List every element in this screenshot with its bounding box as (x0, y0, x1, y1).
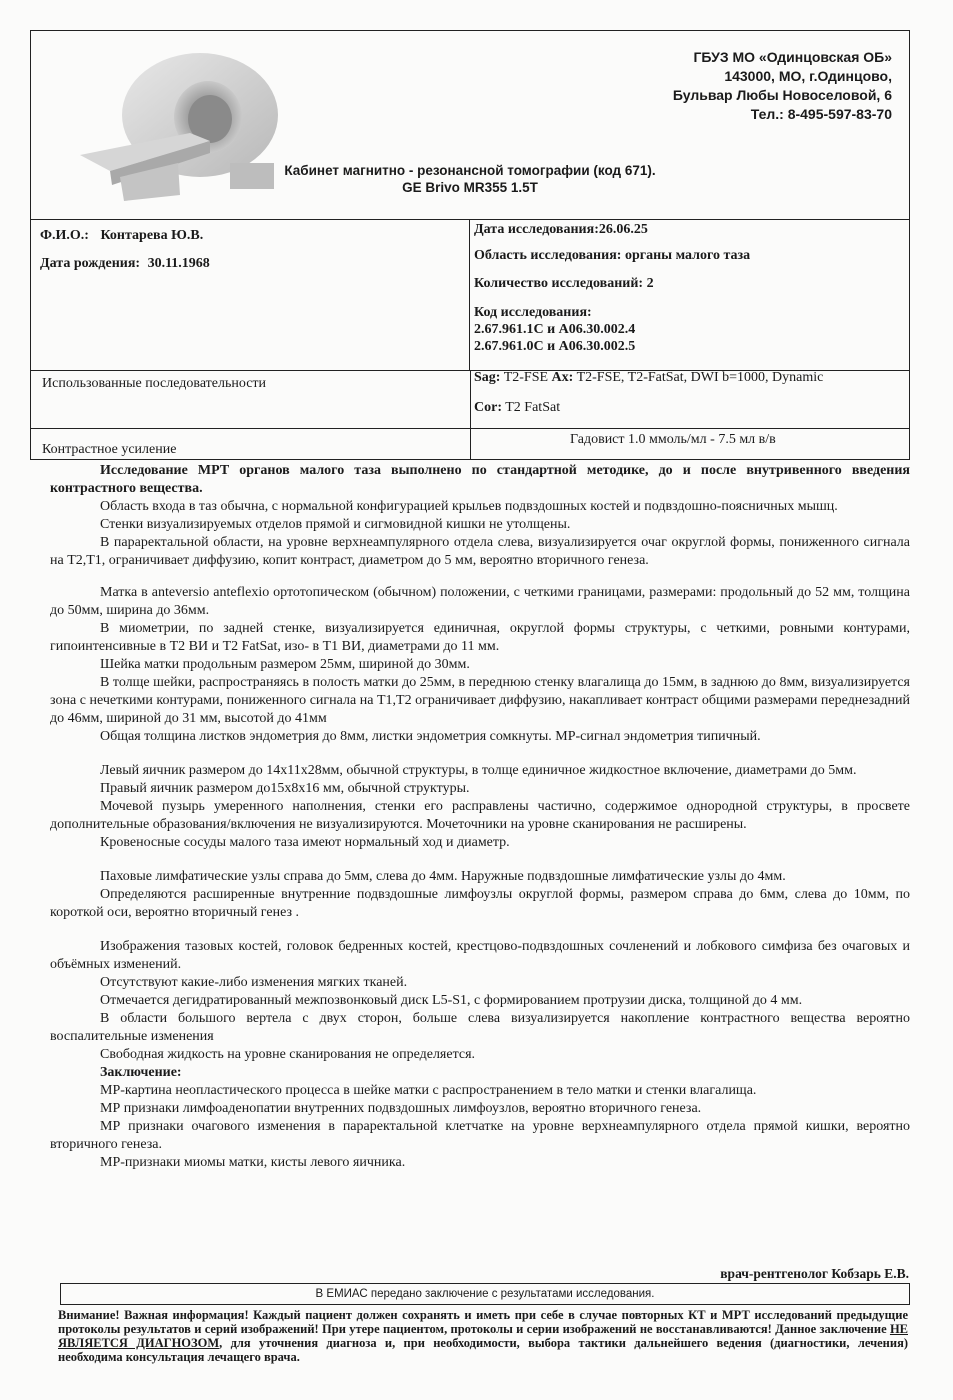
study-code-label: Код исследования: (474, 305, 592, 320)
study-area-value: органы малого таза (624, 248, 751, 263)
org-street: Бульвар Любы Новоселовой, 6 (672, 87, 892, 103)
findings-paragraph: Стенки визуализируемых отделов прямой и сигмовидной кишки не утолщены. (100, 517, 571, 532)
cabinet-title (30, 162, 910, 196)
study-date-value: 26.06.25 (598, 222, 648, 237)
findings-paragraph: В толще шейки, распространяясь в полость матки до 25мм, в переднюю стенку влагалища до 15мм, в заднюю до 8мм, визуализируется зона с нечеткими контурами, пониженного сигнала на T1,T2 ограничивает диффузию, накапливает контраст общими размерами переднезадний до 46мм, шириной до 31 мм, высотой до 41мм (50, 675, 910, 726)
fio-row (40, 228, 203, 244)
organization-address (673, 48, 892, 124)
study-area-label: Область исследования: (474, 248, 622, 263)
intro-paragraph: Исследование МРТ органов малого таза выполнено по стандартной методике, до и после внутривенного введения контрастного вещества. (50, 463, 910, 496)
findings-paragraph: Определяются расширенные внутренние подвздошные лимфоузлы округлой формы, размером справа до 6мм, слева до 10мм, по короткой оси, вероятно вторичный генез . (50, 887, 910, 920)
ax-value: T2-FSE, T2-FatSat, DWI b=1000, Dynamic (576, 370, 824, 385)
ax-label: Ax: (551, 370, 574, 385)
findings-paragraph: Отсутствуют какие-либо изменения мягких тканей. (100, 975, 408, 990)
dob-value: 30.11.1968 (147, 256, 210, 271)
study-date-row (474, 222, 648, 238)
dob-label: Дата рождения: (40, 256, 141, 271)
dob-row (40, 256, 210, 272)
study-date-label: Дата исследования: (474, 222, 599, 237)
conclusion-item: МР признаки лимфоаденопатии внутренних подвздошных лимфоузлов, вероятно вторичного генеза. (100, 1101, 702, 1116)
findings-paragraph: Паховые лимфатические узлы справа до 5мм, слева до 4мм. Наружные подвздошные лимфатические узлы до 4мм. (100, 869, 786, 884)
study-area-row (474, 248, 750, 264)
findings-paragraph: Правый яичник размером до15х8х16 мм, обычной структуры. (100, 781, 470, 796)
findings-paragraph: Отмечается дегидратированный межпозвонковый диск L5-S1, с формированием протрузии диска, толщиной до 4 мм. (100, 993, 803, 1008)
contrast-value: Гадовист 1.0 ммоль/мл - 7.5 мл в/в (570, 432, 776, 447)
findings-paragraph: Левый яичник размером до 14х11х28мм, обычной структуры, в толще единичное жидкостное включение, диаметрами до 5мм. (100, 763, 857, 778)
study-info (470, 220, 910, 370)
org-city: 143000, МО, г.Одинцово, (724, 68, 892, 84)
sag-value: T2-FSE (503, 370, 549, 385)
fio-value: Контарева Ю.В. (100, 228, 204, 243)
scanner-model: GE Brivo MR355 1.5T (402, 180, 538, 195)
cor-value: T2 FatSat (505, 400, 561, 415)
findings-paragraph: В параректальной области, на уровне верхнеампулярного отдела слева, визуализируется очаг округлой формы, пониженного сигнала на T2,T1, ограничивает диффузию, копит контраст, диаметром до 5 мм, вероятно вторичного генеза. (50, 535, 910, 568)
sequences-line1 (474, 370, 823, 386)
cabinet-name: Кабинет магнитно - резонансной томографии (код 671). (284, 163, 656, 178)
findings-paragraph: Шейка матки продольным размером 25мм, шириной до 30мм. (100, 657, 470, 672)
findings-paragraph: Свободная жидкость на уровне сканирования не определяется. (100, 1047, 476, 1062)
findings-paragraph: Изображения тазовых костей, головок бедренных костей, крестцово-подвздошных сочленений и лобкового симфиза без очаговых и объёмных изменений. (50, 939, 910, 972)
study-code-line2: 2.67.961.0С и А06.30.002.5 (474, 339, 636, 354)
important-warning (58, 1308, 908, 1364)
table-column-divider (470, 370, 471, 460)
conclusion-item: МР-картина неопластического процесса в шейке матки с распространением в тело матки и стенки влагалища. (100, 1083, 757, 1098)
findings-paragraph: Область входа в таз обычна, с нормальной конфигурацией крыльев подвздошных костей и подвздошно-поясничных мышц. (100, 499, 838, 514)
study-code-line1: 2.67.961.1С и А06.30.002.4 (474, 322, 636, 337)
cor-label: Cor: (474, 400, 502, 415)
study-code-block (474, 304, 635, 355)
org-name: ГБУЗ МО «Одинцовская ОБ» (693, 49, 892, 65)
warning-text: Внимание! Важная информация! Каждый пациент должен сохранять и иметь при себе в случае повторных КТ и МРТ исследований предыдущие протоколы результатов и серий изображений! При утере пациентом, протоколы и серии изображений не восстанавливаются! Данное заключение (58, 1308, 908, 1336)
org-phone: Тел.: 8-495-597-83-70 (750, 106, 892, 122)
findings-paragraph: В области большого вертела с двух сторон, больше слева визуализируется накопление контрастного вещества вероятно воспалительные изменения (50, 1011, 910, 1044)
doctor-signature: врач-рентгенолог Кобзарь Е.В. (720, 1266, 909, 1281)
conclusion-item: МР-признаки миомы матки, кисты левого яичника. (100, 1155, 406, 1170)
findings-paragraph: Матка в anteversio anteflexio ортотопическом (обычном) положении, с четкими границами, размерами: продольный до 52 мм, толщина до 50мм, ширина до 36мм. (50, 585, 910, 618)
report-body (50, 462, 910, 1172)
warning-not-diagnosis: НЕ ЯВЛЯЕТСЯ ДИАГНОЗОМ (58, 1322, 908, 1350)
findings-paragraph: В миометрии, по задней стенке, визуализируется единичная, округлой формы структуры, с четкими, ровными контурами, гипоинтенсивные в T2 ВИ и T2 FatSat, изо- в T1 ВИ, диаметрами до 11 мм. (50, 621, 910, 654)
study-count-value: 2 (646, 276, 654, 291)
fio-label: Ф.И.О.: (40, 228, 89, 243)
findings-paragraph: Общая толщина листков эндометрия до 8мм, листки эндометрия сомкнуты. МР-сигнал эндометрия типичный. (100, 729, 761, 744)
report-header (30, 30, 910, 220)
sequences-label: Использованные последовательности (42, 376, 267, 391)
study-count-label: Количество исследований: (474, 276, 644, 291)
findings-paragraph: Кровеносные сосуды малого таза имеют нормальный ход и диаметр. (100, 835, 510, 850)
conclusion-heading: Заключение: (100, 1065, 182, 1080)
conclusion-item: МР признаки очагового изменения в параректальной клетчатке на уровне верхнеампулярного отдела прямой кишки, вероятно вторичного генеза. (50, 1119, 910, 1152)
findings-paragraph: Мочевой пузырь умеренного наполнения, стенки его расправлены частично, содержимое однородной структуры, в просвете дополнительные образования/включения не визуализируются. Мочеточники на уровне сканирования не расширены. (50, 799, 910, 832)
study-count-row (474, 276, 654, 292)
sequences-line2 (474, 400, 560, 416)
sag-label: Sag: (474, 370, 501, 385)
emias-notice: В ЕМИАС передано заключение с результатами исследования. (60, 1283, 910, 1305)
contrast-label: Контрастное усиление (42, 442, 177, 457)
patient-info (30, 220, 470, 370)
warning-text-end: , для уточнения диагноза и, при необходимости, выбора тактики дальнейшего ведения (диагностики, лечения) необходима консультация лечащего врача. (58, 1336, 908, 1364)
